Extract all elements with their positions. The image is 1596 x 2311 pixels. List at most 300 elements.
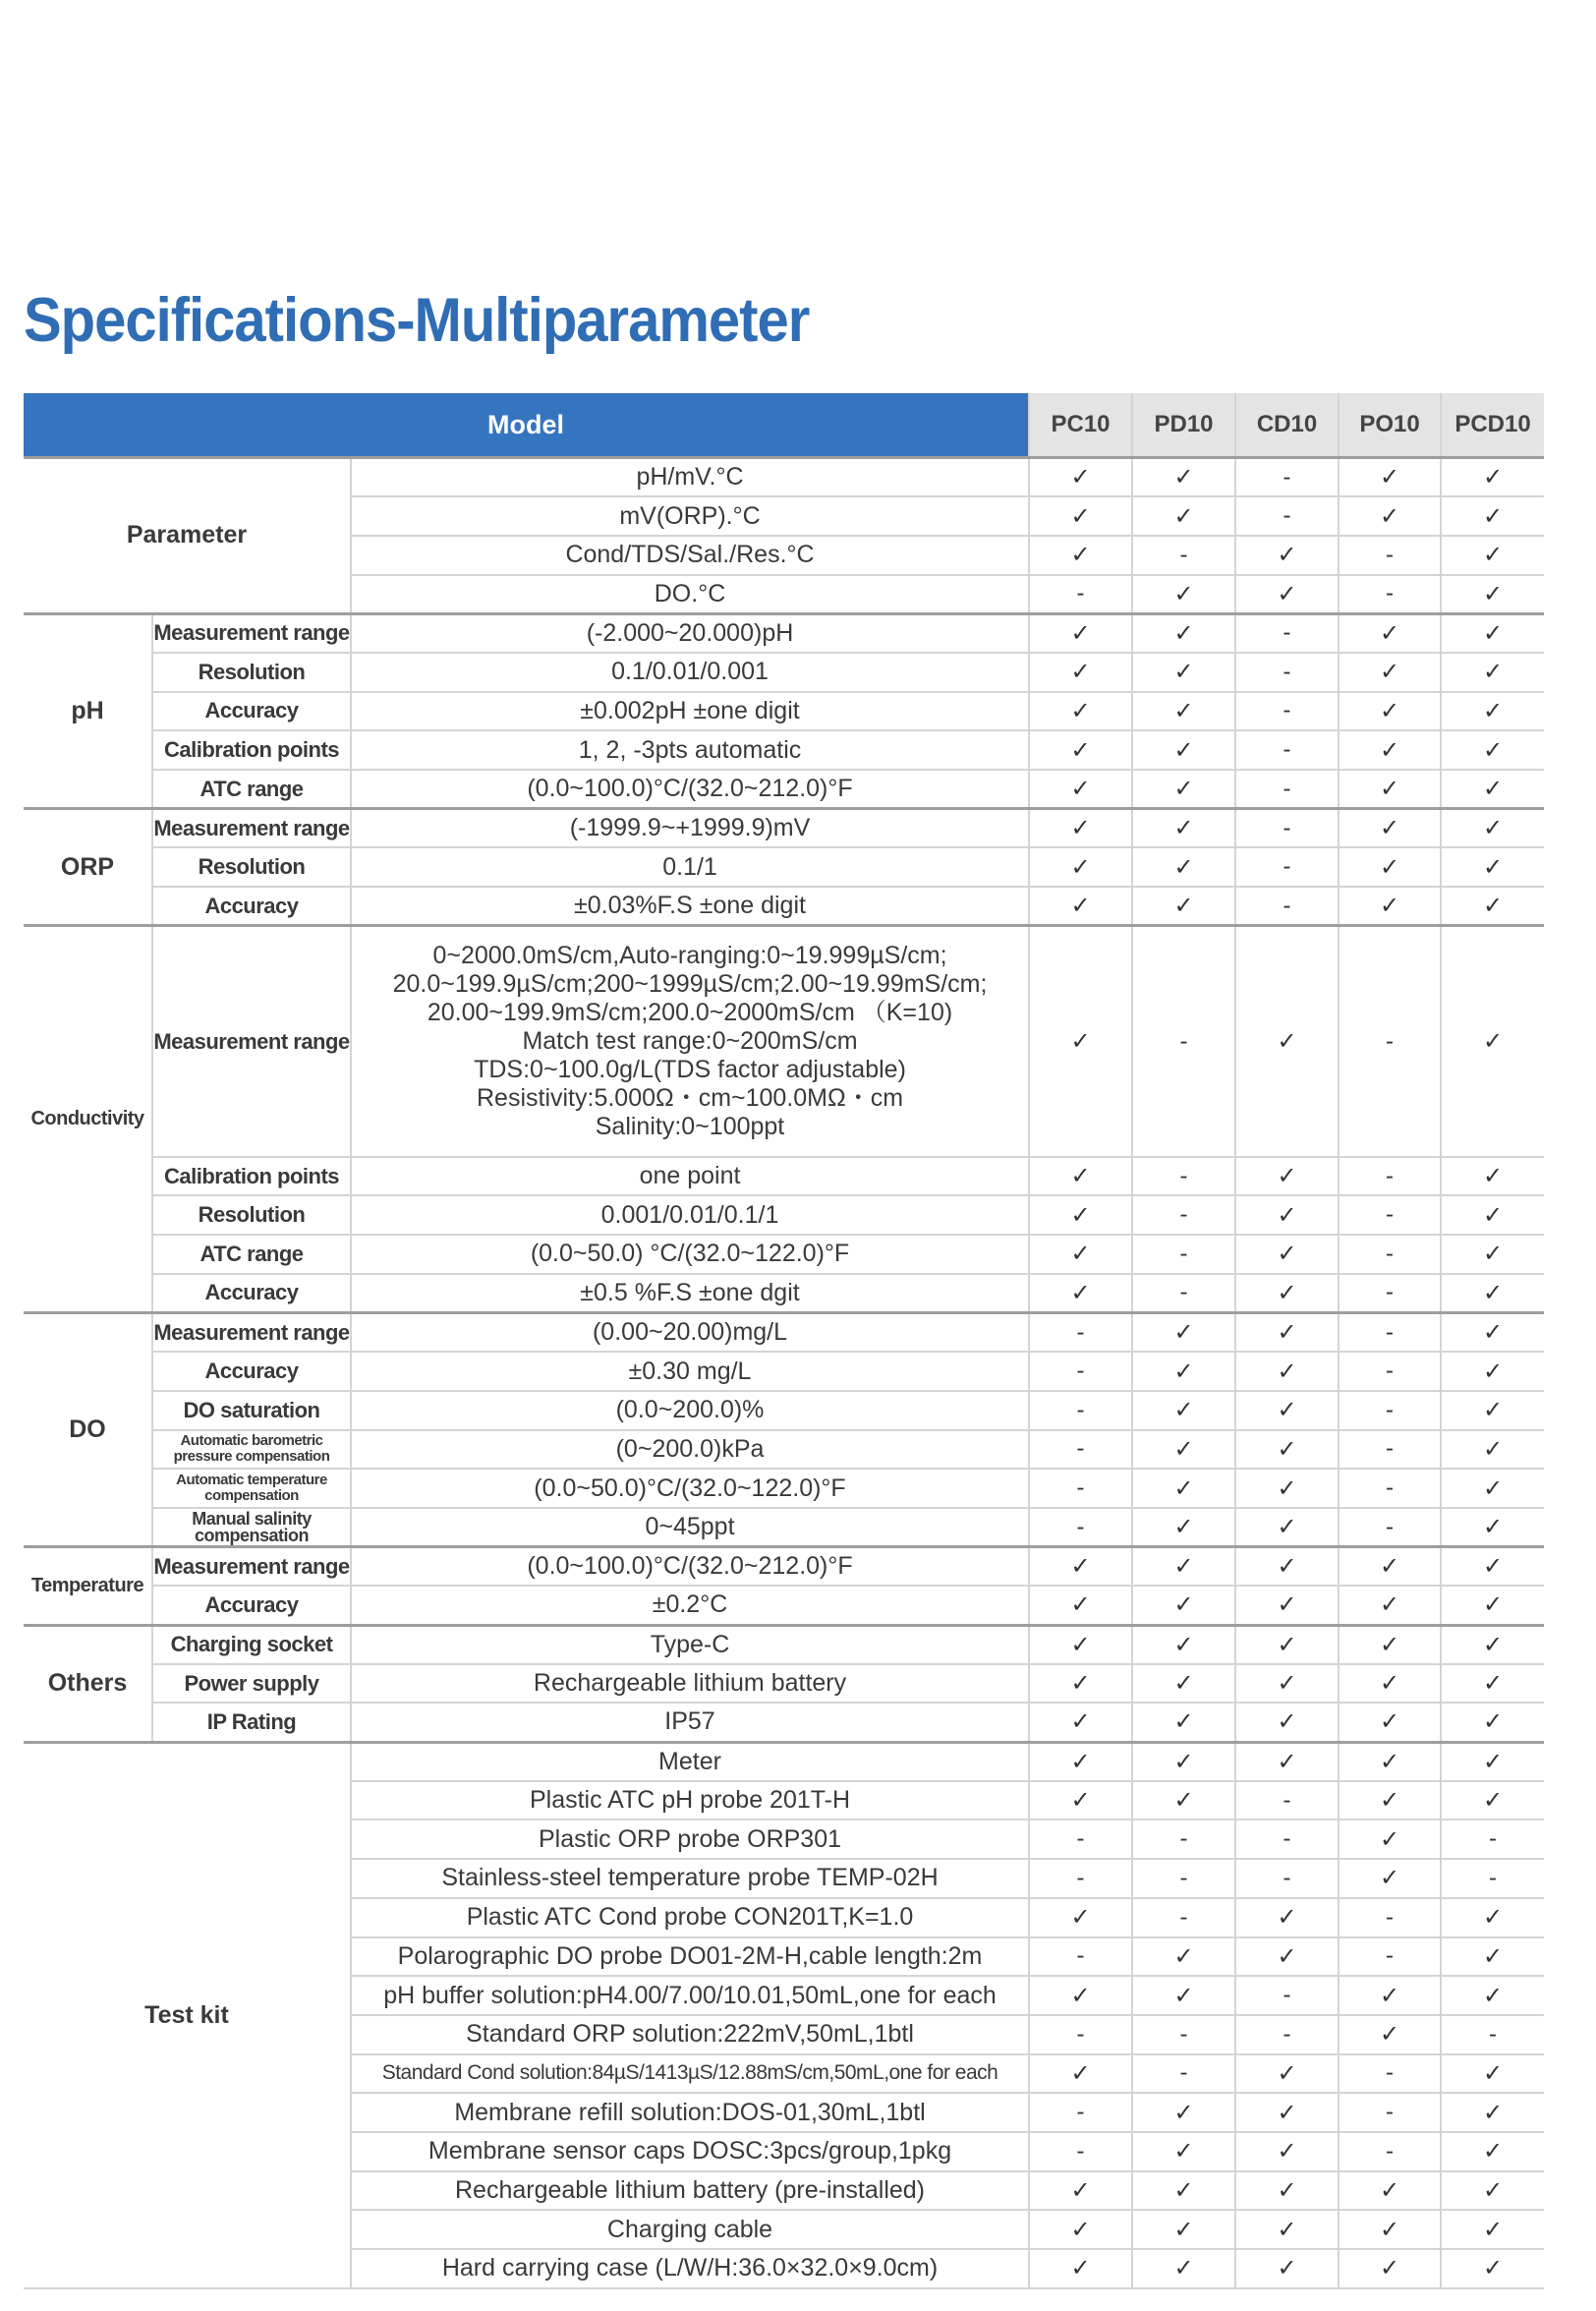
check-icon: ✓	[1441, 1781, 1544, 1820]
spec-value-line: 0~2000.0mS/cm,Auto-ranging:0~19.999µS/cm;	[432, 942, 947, 969]
spec-value: Standard ORP solution:222mV,50mL,1btl	[351, 2015, 1029, 2054]
check-icon: ✓	[1339, 2171, 1441, 2211]
check-icon: ✓	[1029, 653, 1132, 692]
check-icon: ✓	[1029, 1157, 1132, 1196]
check-icon: ✓	[1339, 1703, 1441, 1742]
dash-icon: -	[1132, 1195, 1235, 1235]
subparameter-label: Manual salinity compensation	[152, 1508, 351, 1547]
check-icon: ✓	[1441, 1664, 1544, 1704]
check-icon: ✓	[1235, 1547, 1339, 1587]
check-icon: ✓	[1132, 809, 1235, 848]
subparameter-label: Accuracy	[152, 1352, 351, 1391]
dash-icon: -	[1132, 536, 1235, 575]
group-label: Temperature	[24, 1547, 152, 1625]
dash-icon: -	[1235, 458, 1339, 497]
check-icon: ✓	[1235, 1235, 1339, 1274]
subparameter-label: Power supply	[152, 1664, 351, 1704]
check-icon: ✓	[1029, 1742, 1132, 1781]
subparameter-label: Accuracy	[152, 692, 351, 731]
check-icon: ✓	[1132, 1313, 1235, 1353]
check-icon: ✓	[1441, 653, 1544, 692]
check-icon: ✓	[1441, 1157, 1544, 1196]
check-icon: ✓	[1235, 1508, 1339, 1547]
spec-value: ±0.2°C	[351, 1586, 1029, 1625]
subparameter-label: Accuracy	[152, 1586, 351, 1625]
subparameter-label: Measurement range	[152, 1313, 351, 1353]
check-icon: ✓	[1132, 1586, 1235, 1625]
check-icon: ✓	[1235, 1430, 1339, 1470]
table-row	[24, 1469, 1544, 1508]
spec-value: 0~45ppt	[351, 1508, 1029, 1547]
check-icon: ✓	[1339, 1547, 1441, 1587]
check-icon: ✓	[1029, 1664, 1132, 1704]
check-icon: ✓	[1029, 1235, 1132, 1274]
check-icon: ✓	[1441, 613, 1544, 653]
spec-value: (0.00~20.00)mg/L	[351, 1313, 1029, 1353]
subparameter-label: Measurement range	[152, 1547, 351, 1587]
dash-icon: -	[1235, 809, 1339, 848]
check-icon: ✓	[1441, 1313, 1544, 1353]
check-icon: ✓	[1132, 1430, 1235, 1470]
model-column-header: CD10	[1235, 393, 1339, 458]
dash-icon: -	[1235, 653, 1339, 692]
check-icon: ✓	[1339, 458, 1441, 497]
model-header: Model	[24, 393, 1029, 458]
check-icon: ✓	[1441, 1430, 1544, 1470]
check-icon: ✓	[1441, 847, 1544, 887]
dash-icon: -	[1235, 496, 1339, 536]
spec-value: Standard Cond solution:84µS/1413µS/12.88mS/cm,50mL,one for each	[351, 2054, 1029, 2094]
spec-value: Charging cable	[351, 2210, 1029, 2249]
dash-icon: -	[1339, 2093, 1441, 2132]
check-icon: ✓	[1441, 770, 1544, 809]
table-row	[24, 1313, 1544, 1353]
subparameter-label: Calibration points	[152, 1157, 351, 1196]
subparameter-label: Resolution	[152, 653, 351, 692]
group-label: Others	[24, 1625, 152, 1742]
spec-value: Membrane refill solution:DOS-01,30mL,1btl	[351, 2093, 1029, 2132]
dash-icon: -	[1339, 1352, 1441, 1391]
check-icon: ✓	[1132, 887, 1235, 926]
check-icon: ✓	[1029, 2210, 1132, 2249]
check-icon: ✓	[1029, 730, 1132, 770]
subparameter-label: Accuracy	[152, 1274, 351, 1313]
spec-value: ±0.03%F.S ±one digit	[351, 887, 1029, 926]
dash-icon: -	[1029, 2093, 1132, 2132]
table-row	[24, 1430, 1544, 1470]
table-row	[24, 1625, 1544, 1664]
dash-icon: -	[1339, 1157, 1441, 1196]
table-row	[24, 1742, 1544, 1781]
check-icon: ✓	[1441, 1391, 1544, 1430]
check-icon: ✓	[1339, 1625, 1441, 1664]
dash-icon: -	[1235, 2015, 1339, 2054]
spec-value: Plastic ATC pH probe 201T-H	[351, 1781, 1029, 1820]
dash-icon: -	[1132, 2015, 1235, 2054]
dash-icon: -	[1029, 1469, 1132, 1508]
check-icon: ✓	[1441, 2171, 1544, 2211]
check-icon: ✓	[1339, 2249, 1441, 2288]
check-icon: ✓	[1029, 692, 1132, 731]
check-icon: ✓	[1132, 1742, 1235, 1781]
check-icon: ✓	[1441, 1235, 1544, 1274]
check-icon: ✓	[1235, 1625, 1339, 1664]
spec-value: Cond/TDS/Sal./Res.°C	[351, 536, 1029, 575]
specifications-table	[24, 393, 1544, 2289]
dash-icon: -	[1132, 1859, 1235, 1898]
dash-icon: -	[1441, 2015, 1544, 2054]
check-icon: ✓	[1441, 1703, 1544, 1742]
table-row	[24, 613, 1544, 653]
dash-icon: -	[1339, 1937, 1441, 1977]
spec-value: pH/mV.°C	[351, 458, 1029, 497]
table-row	[24, 730, 1544, 770]
check-icon: ✓	[1132, 1508, 1235, 1547]
dash-icon: -	[1235, 887, 1339, 926]
check-icon: ✓	[1029, 536, 1132, 575]
subparameter-label: ATC range	[152, 770, 351, 809]
check-icon: ✓	[1029, 926, 1132, 1157]
subparameter-label: Resolution	[152, 1195, 351, 1235]
table-row	[24, 1547, 1544, 1587]
check-icon: ✓	[1132, 2249, 1235, 2288]
dash-icon: -	[1029, 1313, 1132, 1353]
spec-value: Membrane sensor caps DOSC:3pcs/group,1pkg	[351, 2132, 1029, 2171]
dash-icon: -	[1235, 692, 1339, 731]
table-header-row	[24, 393, 1544, 458]
table-row	[24, 1391, 1544, 1430]
spec-value: DO.°C	[351, 575, 1029, 614]
spec-value: Plastic ORP probe ORP301	[351, 1820, 1029, 1859]
check-icon: ✓	[1235, 536, 1339, 575]
check-icon: ✓	[1235, 2093, 1339, 2132]
group-label: Conductivity	[24, 926, 152, 1313]
check-icon: ✓	[1132, 1469, 1235, 1508]
check-icon: ✓	[1235, 1195, 1339, 1235]
check-icon: ✓	[1029, 1547, 1132, 1587]
dash-icon: -	[1339, 575, 1441, 614]
check-icon: ✓	[1235, 1313, 1339, 1353]
spec-value: (0.0~50.0)°C/(32.0~122.0)°F	[351, 1469, 1029, 1508]
table-row	[24, 458, 1544, 497]
spec-value: Polarographic DO probe DO01-2M-H,cable length:2m	[351, 1937, 1029, 1977]
check-icon: ✓	[1235, 1391, 1339, 1430]
check-icon: ✓	[1235, 1703, 1339, 1742]
dash-icon: -	[1029, 1391, 1132, 1430]
check-icon: ✓	[1339, 496, 1441, 536]
check-icon: ✓	[1441, 496, 1544, 536]
check-icon: ✓	[1441, 536, 1544, 575]
check-icon: ✓	[1235, 1274, 1339, 1313]
spec-value: Type-C	[351, 1625, 1029, 1664]
check-icon: ✓	[1132, 575, 1235, 614]
check-icon: ✓	[1441, 2093, 1544, 2132]
spec-value: Stainless-steel temperature probe TEMP-02H	[351, 1859, 1029, 1898]
dash-icon: -	[1339, 1469, 1441, 1508]
dash-icon: -	[1339, 2132, 1441, 2171]
model-column-header: PD10	[1132, 393, 1235, 458]
table-row	[24, 1352, 1544, 1391]
table-row	[24, 1157, 1544, 1196]
check-icon: ✓	[1339, 2210, 1441, 2249]
check-icon: ✓	[1132, 730, 1235, 770]
dash-icon: -	[1339, 1235, 1441, 1274]
check-icon: ✓	[1441, 887, 1544, 926]
spec-value	[351, 926, 1029, 1157]
dash-icon: -	[1339, 1313, 1441, 1353]
check-icon: ✓	[1339, 1859, 1441, 1898]
subparameter-label: Measurement range	[152, 926, 351, 1157]
check-icon: ✓	[1441, 1976, 1544, 2015]
spec-value: 0.001/0.01/0.1/1	[351, 1195, 1029, 1235]
page-title: Specifications-Multiparameter	[24, 286, 810, 356]
check-icon: ✓	[1339, 887, 1441, 926]
check-icon: ✓	[1441, 926, 1544, 1157]
dash-icon: -	[1132, 1820, 1235, 1859]
dash-icon: -	[1339, 536, 1441, 575]
spec-value: 0.1/0.01/0.001	[351, 653, 1029, 692]
subparameter-label: ATC range	[152, 1235, 351, 1274]
group-label: DO	[24, 1313, 152, 1547]
check-icon: ✓	[1132, 1625, 1235, 1664]
check-icon: ✓	[1029, 1703, 1132, 1742]
check-icon: ✓	[1235, 2054, 1339, 2094]
spec-value: IP57	[351, 1703, 1029, 1742]
table-row	[24, 692, 1544, 731]
subparameter-label: Measurement range	[152, 809, 351, 848]
dash-icon: -	[1235, 847, 1339, 887]
check-icon: ✓	[1339, 1742, 1441, 1781]
check-icon: ✓	[1029, 1586, 1132, 1625]
spec-value: (0.0~100.0)°C/(32.0~212.0)°F	[351, 1547, 1029, 1587]
dash-icon: -	[1132, 1274, 1235, 1313]
check-icon: ✓	[1441, 809, 1544, 848]
table-row	[24, 887, 1544, 926]
check-icon: ✓	[1441, 2210, 1544, 2249]
check-icon: ✓	[1441, 1274, 1544, 1313]
check-icon: ✓	[1441, 2132, 1544, 2171]
check-icon: ✓	[1441, 1898, 1544, 1937]
check-icon: ✓	[1441, 2054, 1544, 2094]
check-icon: ✓	[1235, 2171, 1339, 2211]
spec-value-line: Salinity:0~100ppt	[595, 1113, 785, 1140]
dash-icon: -	[1339, 1195, 1441, 1235]
spec-value-line: TDS:0~100.0g/L(TDS factor adjustable)	[474, 1056, 906, 1083]
spec-value: 1, 2, -3pts automatic	[351, 730, 1029, 770]
subparameter-label: Resolution	[152, 847, 351, 887]
check-icon: ✓	[1132, 1547, 1235, 1587]
check-icon: ✓	[1339, 809, 1441, 848]
dash-icon: -	[1029, 1937, 1132, 1977]
spec-value: (0.0~50.0) °C/(32.0~122.0)°F	[351, 1235, 1029, 1274]
model-column-header: PO10	[1339, 393, 1441, 458]
check-icon: ✓	[1029, 496, 1132, 536]
table-row	[24, 770, 1544, 809]
group-label: Test kit	[24, 1742, 351, 2288]
check-icon: ✓	[1441, 2249, 1544, 2288]
check-icon: ✓	[1132, 1781, 1235, 1820]
check-icon: ✓	[1132, 1352, 1235, 1391]
dash-icon: -	[1029, 1859, 1132, 1898]
dash-icon: -	[1339, 926, 1441, 1157]
check-icon: ✓	[1132, 2132, 1235, 2171]
dash-icon: -	[1339, 1274, 1441, 1313]
dash-icon: -	[1029, 2015, 1132, 2054]
check-icon: ✓	[1235, 1742, 1339, 1781]
group-label: ORP	[24, 809, 152, 926]
subparameter-label: Charging socket	[152, 1625, 351, 1664]
table-row	[24, 1235, 1544, 1274]
dash-icon: -	[1132, 2054, 1235, 2094]
check-icon: ✓	[1235, 1937, 1339, 1977]
check-icon: ✓	[1235, 1664, 1339, 1704]
check-icon: ✓	[1441, 1937, 1544, 1977]
check-icon: ✓	[1132, 496, 1235, 536]
spec-value-line: 20.0~199.9µS/cm;200~1999µS/cm;2.00~19.99mS/cm;	[392, 970, 988, 998]
check-icon: ✓	[1029, 2054, 1132, 2094]
check-icon: ✓	[1029, 887, 1132, 926]
check-icon: ✓	[1132, 2210, 1235, 2249]
check-icon: ✓	[1339, 2015, 1441, 2054]
spec-value: ±0.30 mg/L	[351, 1352, 1029, 1391]
check-icon: ✓	[1029, 1195, 1132, 1235]
dash-icon: -	[1235, 1976, 1339, 2015]
spec-value: (0~200.0)kPa	[351, 1430, 1029, 1470]
check-icon: ✓	[1441, 1586, 1544, 1625]
group-label: pH	[24, 613, 152, 808]
check-icon: ✓	[1235, 2210, 1339, 2249]
spec-value: Rechargeable lithium battery (pre-installed)	[351, 2171, 1029, 2211]
spec-value: (0.0~100.0)°C/(32.0~212.0)°F	[351, 770, 1029, 809]
check-icon: ✓	[1441, 1547, 1544, 1587]
check-icon: ✓	[1441, 692, 1544, 731]
table-row	[24, 1664, 1544, 1704]
check-icon: ✓	[1235, 2249, 1339, 2288]
dash-icon: -	[1132, 1898, 1235, 1937]
check-icon: ✓	[1132, 692, 1235, 731]
spec-value: Meter	[351, 1742, 1029, 1781]
check-icon: ✓	[1235, 1352, 1339, 1391]
check-icon: ✓	[1339, 653, 1441, 692]
check-icon: ✓	[1441, 1195, 1544, 1235]
table-row	[24, 1195, 1544, 1235]
table-row	[24, 809, 1544, 848]
check-icon: ✓	[1339, 1820, 1441, 1859]
check-icon: ✓	[1235, 1469, 1339, 1508]
check-icon: ✓	[1441, 1469, 1544, 1508]
check-icon: ✓	[1441, 575, 1544, 614]
dash-icon: -	[1029, 575, 1132, 614]
table-row	[24, 653, 1544, 692]
dash-icon: -	[1441, 1820, 1544, 1859]
dash-icon: -	[1339, 1391, 1441, 1430]
check-icon: ✓	[1235, 1586, 1339, 1625]
check-icon: ✓	[1132, 458, 1235, 497]
subparameter-label: Accuracy	[152, 887, 351, 926]
dash-icon: -	[1235, 613, 1339, 653]
check-icon: ✓	[1235, 1157, 1339, 1196]
spec-value: ±0.002pH ±one digit	[351, 692, 1029, 731]
dash-icon: -	[1339, 1898, 1441, 1937]
dash-icon: -	[1441, 1859, 1544, 1898]
check-icon: ✓	[1029, 1976, 1132, 2015]
spec-value: ±0.5 %F.S ±one dgit	[351, 1274, 1029, 1313]
dash-icon: -	[1235, 730, 1339, 770]
subparameter-label: Automatic barometric pressure compensation	[152, 1430, 351, 1470]
check-icon: ✓	[1235, 926, 1339, 1157]
spec-value: pH buffer solution:pH4.00/7.00/10.01,50mL,one for each	[351, 1976, 1029, 2015]
subparameter-label: Calibration points	[152, 730, 351, 770]
spec-value: one point	[351, 1157, 1029, 1196]
check-icon: ✓	[1132, 770, 1235, 809]
dash-icon: -	[1339, 1508, 1441, 1547]
check-icon: ✓	[1029, 1898, 1132, 1937]
check-icon: ✓	[1132, 1391, 1235, 1430]
subparameter-label: DO saturation	[152, 1391, 351, 1430]
check-icon: ✓	[1339, 1664, 1441, 1704]
table-row	[24, 1274, 1544, 1313]
check-icon: ✓	[1132, 653, 1235, 692]
check-icon: ✓	[1441, 458, 1544, 497]
check-icon: ✓	[1132, 1976, 1235, 2015]
check-icon: ✓	[1029, 613, 1132, 653]
check-icon: ✓	[1132, 2171, 1235, 2211]
check-icon: ✓	[1029, 1781, 1132, 1820]
spec-value-line: Match test range:0~200mS/cm	[522, 1027, 858, 1055]
check-icon: ✓	[1339, 770, 1441, 809]
check-icon: ✓	[1339, 613, 1441, 653]
check-icon: ✓	[1339, 847, 1441, 887]
check-icon: ✓	[1235, 575, 1339, 614]
dash-icon: -	[1029, 1508, 1132, 1547]
table-row	[24, 847, 1544, 887]
dash-icon: -	[1132, 926, 1235, 1157]
check-icon: ✓	[1029, 1625, 1132, 1664]
check-icon: ✓	[1029, 2249, 1132, 2288]
dash-icon: -	[1235, 1781, 1339, 1820]
check-icon: ✓	[1029, 809, 1132, 848]
dash-icon: -	[1029, 1352, 1132, 1391]
dash-icon: -	[1029, 1820, 1132, 1859]
spec-value: (0.0~200.0)%	[351, 1391, 1029, 1430]
check-icon: ✓	[1339, 692, 1441, 731]
check-icon: ✓	[1132, 2093, 1235, 2132]
table-row	[24, 1703, 1544, 1742]
check-icon: ✓	[1132, 847, 1235, 887]
model-column-header: PC10	[1029, 393, 1132, 458]
check-icon: ✓	[1029, 847, 1132, 887]
dash-icon: -	[1235, 770, 1339, 809]
spec-value: mV(ORP).°C	[351, 496, 1029, 536]
dash-icon: -	[1339, 1430, 1441, 1470]
dash-icon: -	[1029, 2132, 1132, 2171]
subparameter-label: Measurement range	[152, 613, 351, 653]
spec-value-line: 20.00~199.9mS/cm;200.0~2000mS/cm （K=10)	[427, 999, 953, 1026]
specifications-body	[24, 458, 1544, 2288]
check-icon: ✓	[1441, 1625, 1544, 1664]
spec-value: Rechargeable lithium battery	[351, 1664, 1029, 1704]
check-icon: ✓	[1441, 1508, 1544, 1547]
check-icon: ✓	[1441, 730, 1544, 770]
model-column-header: PCD10	[1441, 393, 1544, 458]
subparameter-label: IP Rating	[152, 1703, 351, 1742]
dash-icon: -	[1235, 1820, 1339, 1859]
check-icon: ✓	[1235, 1898, 1339, 1937]
table-row	[24, 1586, 1544, 1625]
subparameter-label: Automatic temperature compensation	[152, 1469, 351, 1508]
spec-value-line: Resistivity:5.000Ω・cm~100.0MΩ・cm	[476, 1084, 904, 1112]
table-row	[24, 926, 1544, 1157]
